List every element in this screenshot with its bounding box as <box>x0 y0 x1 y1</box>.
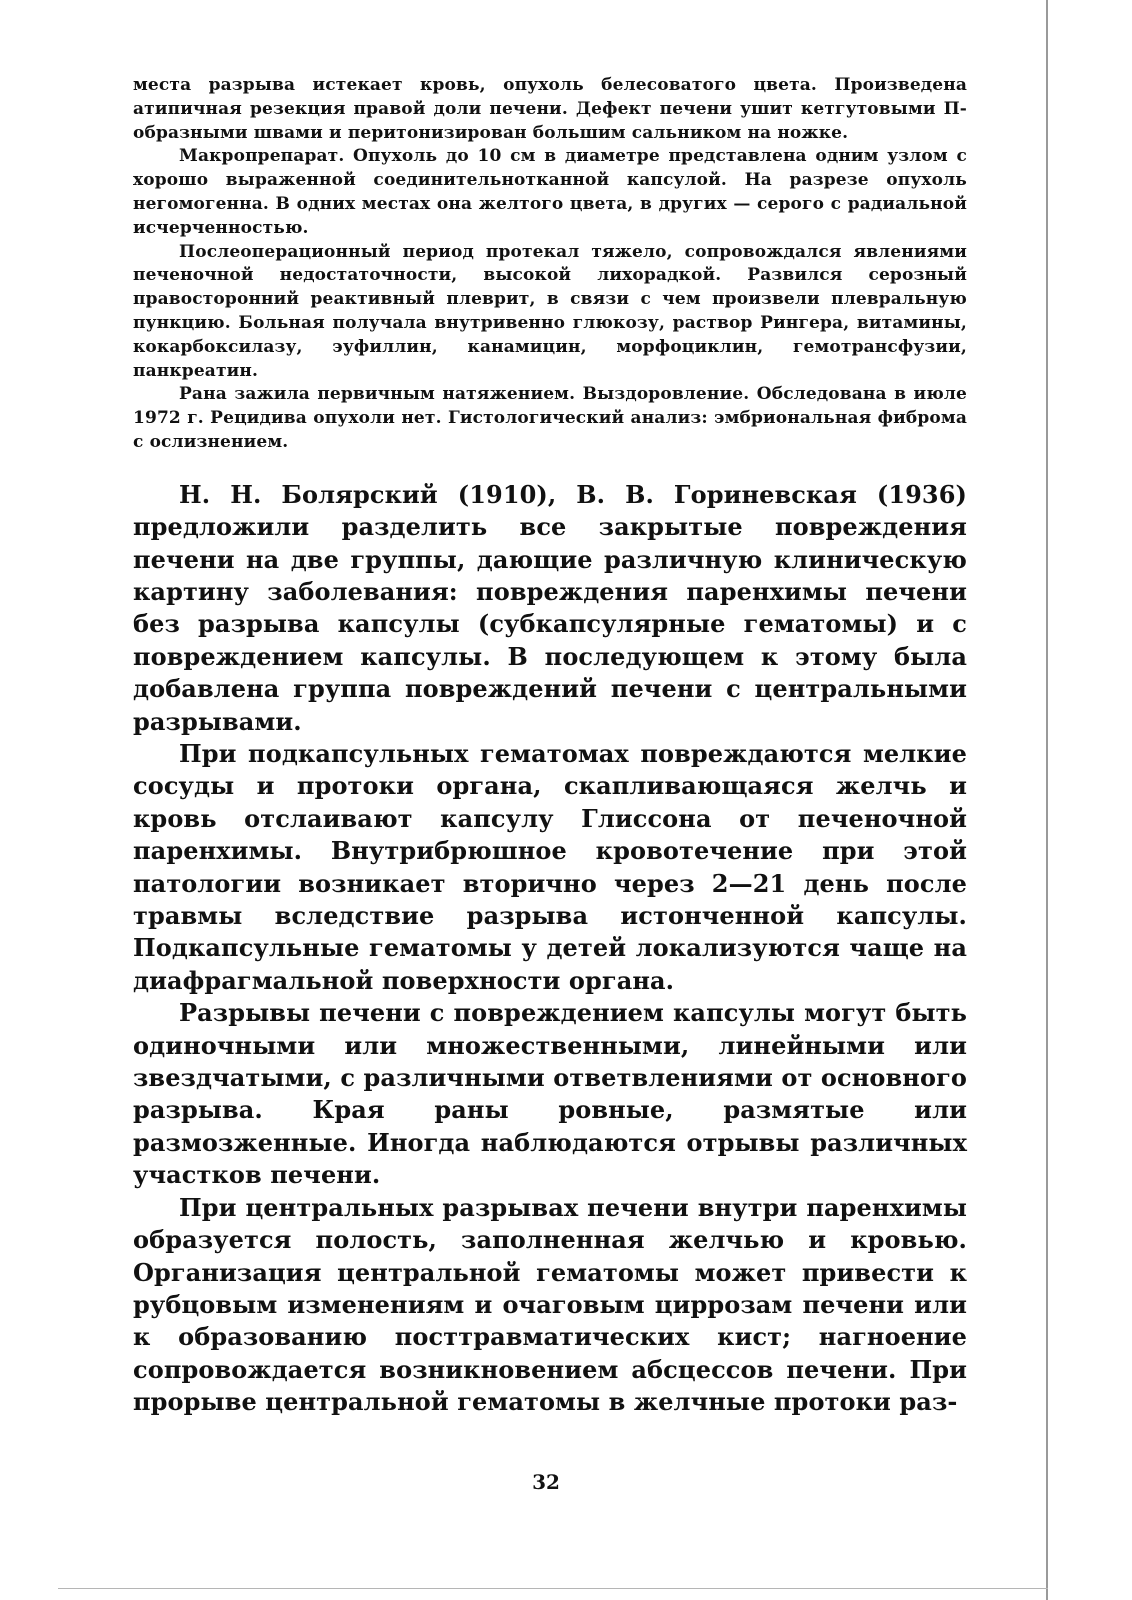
small-paragraph: Рана зажила первичным натяжением. Выздоровление. Обследована в июле 1972 г. Рецидива опухоли нет. Гистологический анализ: эмбриональная фиброма с ослизнением. <box>133 384 967 452</box>
paragraph: Разрывы печени с повреждением капсулы могут быть одиночными или множественными, линейными или звездчатыми, с различными ответвлениями от основного разрыва. Края раны ровные, размятые или размозженные. Иногда наблюдаются отрывы различных участков печени. <box>133 998 967 1190</box>
scan-edge-line <box>1046 0 1048 1600</box>
small-paragraph: Макропрепарат. Опухоль до 10 см в диаметре представлена одним узлом с хорошо выраженной соединительнотканной капсулой. На разрезе опухоль негомогенна. В одних местах она желтого цвета, в других — серого с радиальной исчерченностью. <box>133 146 967 238</box>
paragraph: Н. Н. Болярский (1910), В. В. Гориневская (1936) предложили разделить все закрытые повреждения печени на две группы, дающие различную клиническую картину заболевания: повреждения паренхимы печени без разрыва капсулы (субкапсулярные гематомы) и с повреждением капсулы. В последующем к этому была добавлена группа повреждений печени с центральными разрывами. <box>133 479 967 736</box>
small-paragraph: места разрыва истекает кровь, опухоль белесоватого цвета. Произведена атипичная резекция правой доли печени. Дефект печени ушит кетгутовыми П-образными швами и перитонизирован большим сальником на ножке. <box>133 75 967 143</box>
main-text-section <box>133 479 967 1419</box>
text-body <box>133 74 967 1419</box>
page-number: 32 <box>532 1470 560 1494</box>
case-report-section <box>133 74 967 455</box>
paragraph: При центральных разрывах печени внутри паренхимы образуется полость, заполненная желчью и кровью. Организация центральной гематомы может привести к рубцовым изменениям и очаговым циррозам печени или к образованию посттравматических кист; нагноение сопровождается возникновением абсцессов печени. При прорыве центральной гематомы в желчные протоки раз- <box>133 1192 967 1417</box>
paragraph: При подкапсульных гематомах повреждаются мелкие сосуды и протоки органа, скапливающаяся желчь и кровь отслаивают капсулу Глиссона от печеночной паренхимы. Внутрибрюшное кровотечение при этой патологии возникает вторично через 2—21 день после травмы вследствие разрыва истонченной капсулы. Подкапсульные гематомы у детей локализуются чаще на диафрагмальной поверхности органа. <box>133 739 967 995</box>
scan-bottom-line <box>58 1588 1048 1589</box>
small-paragraph: Послеоперационный период протекал тяжело, сопровождался явлениями печеночной недостаточности, высокой лихорадкой. Развился серозный правосторонний реактивный плеврит, в связи с чем произвели плевральную пункцию. Больная получала внутривенно глюкозу, раствор Рингера, витамины, кокарбоксилазу, эуфиллин, канамицин, морфоциклин, гемотрансфузии, панкреатин. <box>133 241 967 381</box>
